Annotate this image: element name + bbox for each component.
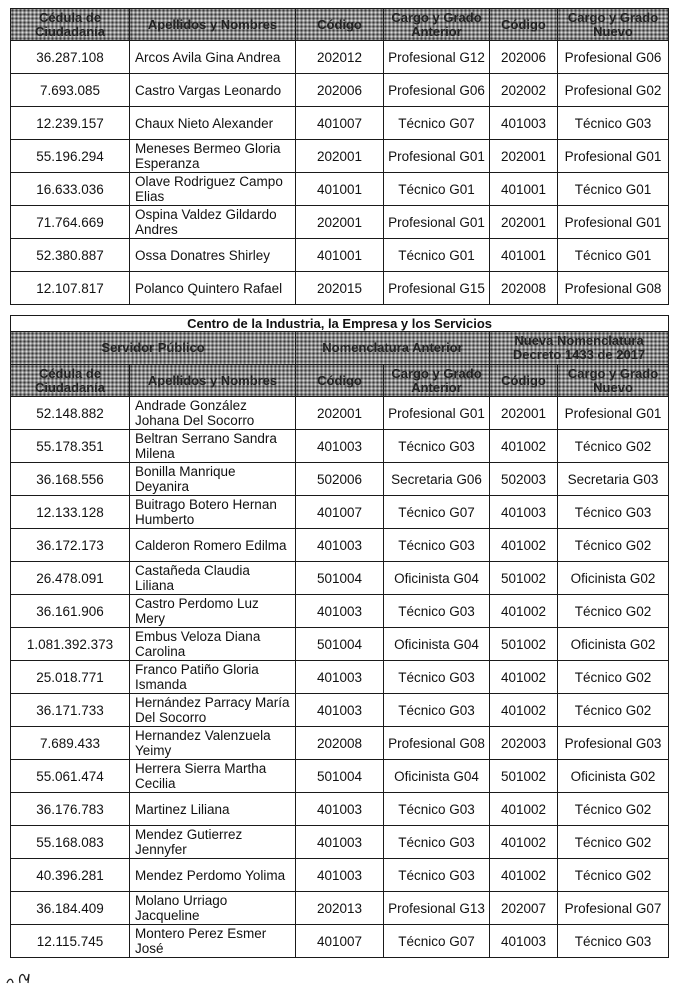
nombre-cell: Martinez Liliana [130,793,296,826]
nombre-cell: Castro Vargas Leonardo [130,74,296,107]
nombre-cell: Molano Urriago Jacqueline [130,892,296,925]
codigo-anterior-cell: 202006 [296,74,384,107]
codigo-anterior-cell: 501004 [296,562,384,595]
codigo-anterior-cell: 202001 [296,140,384,173]
cedula-cell: 25.018.771 [11,661,130,694]
cedula-cell: 26.478.091 [11,562,130,595]
table-row [11,595,669,628]
cargo-anterior-cell: Profesional G06 [384,74,490,107]
codigo-anterior-cell: 501004 [296,628,384,661]
cargo-anterior-cell: Profesional G15 [384,272,490,305]
table-row [11,173,669,206]
cedula-cell: 52.380.887 [11,239,130,272]
codigo-nuevo-cell: 202007 [490,892,558,925]
table-row [11,529,669,562]
group-header-nomenclatura-anterior: Nomenclatura Anterior [296,332,490,365]
cargo-nuevo-cell: Profesional G02 [558,74,669,107]
cedula-cell: 36.161.906 [11,595,130,628]
table-row [11,925,669,958]
codigo-anterior-cell: 202015 [296,272,384,305]
table-row [11,74,669,107]
cargo-anterior-cell: Técnico G03 [384,826,490,859]
cedula-cell: 52.148.882 [11,397,130,430]
table-row [11,793,669,826]
codigo-anterior-cell: 202012 [296,41,384,74]
cedula-cell: 12.115.745 [11,925,130,958]
cargo-anterior-cell: Profesional G01 [384,140,490,173]
nombre-cell: Meneses Bermeo Gloria Esperanza [130,140,296,173]
cargo-anterior-cell: Profesional G13 [384,892,490,925]
codigo-nuevo-cell: 401001 [490,239,558,272]
codigo-anterior-cell: 401007 [296,925,384,958]
header-codigo-anterior: Código [296,9,384,41]
cargo-anterior-cell: Profesional G01 [384,397,490,430]
codigo-anterior-cell: 401003 [296,826,384,859]
cedula-cell: 12.107.817 [11,272,130,305]
cargo-anterior-cell: Oficinista G04 [384,760,490,793]
table-row [11,694,669,727]
nombre-cell: Arcos Avila Gina Andrea [130,41,296,74]
cargo-anterior-cell: Técnico G03 [384,793,490,826]
table-row [11,826,669,859]
cargo-nuevo-cell: Técnico G02 [558,661,669,694]
codigo-nuevo-cell: 401002 [490,826,558,859]
cargo-nuevo-cell: Técnico G02 [558,826,669,859]
cargo-nuevo-cell: Oficinista G02 [558,760,669,793]
codigo-nuevo-cell: 401002 [490,859,558,892]
nombre-cell: Hernandez Valenzuela Yeimy [130,727,296,760]
table-row [11,239,669,272]
nombre-cell: Olave Rodriguez Campo Elias [130,173,296,206]
cargo-anterior-cell: Oficinista G04 [384,628,490,661]
header-cargo-anterior: Cargo y Grado Anterior [384,9,490,41]
codigo-nuevo-cell: 401002 [490,430,558,463]
nombre-cell: Buitrago Botero Hernan Humberto [130,496,296,529]
codigo-nuevo-cell: 401002 [490,661,558,694]
codigo-anterior-cell: 501004 [296,760,384,793]
header-codigo-nuevo: Código [490,365,558,397]
table-row [11,107,669,140]
cargo-anterior-cell: Técnico G03 [384,859,490,892]
cargo-anterior-cell: Profesional G08 [384,727,490,760]
table-row [11,661,669,694]
cargo-nuevo-cell: Profesional G07 [558,892,669,925]
codigo-anterior-cell: 202001 [296,397,384,430]
group-header-row [11,332,669,365]
table-row [11,41,669,74]
nombre-cell: Ospina Valdez Gildardo Andres [130,206,296,239]
codigo-nuevo-cell: 401002 [490,694,558,727]
codigo-nuevo-cell: 502003 [490,463,558,496]
header-nombres: Apellidos y Nombres [130,9,296,41]
table-row [11,206,669,239]
cedula-cell: 36.171.733 [11,694,130,727]
cargo-nuevo-cell: Técnico G02 [558,430,669,463]
codigo-nuevo-cell: 202003 [490,727,558,760]
cargo-nuevo-cell: Profesional G03 [558,727,669,760]
table-row [11,727,669,760]
cedula-cell: 7.689.433 [11,727,130,760]
header-cargo-nuevo: Cargo y Grado Nuevo [558,365,669,397]
codigo-anterior-cell: 202008 [296,727,384,760]
codigo-nuevo-cell: 401003 [490,107,558,140]
employee-table-top [10,8,669,305]
section-title: Centro de la Industria, la Empresa y los Servicios [11,316,669,332]
cargo-nuevo-cell: Técnico G03 [558,107,669,140]
table-row [11,140,669,173]
nombre-cell: Beltran Serrano Sandra Milena [130,430,296,463]
nombre-cell: Embus Veloza Diana Carolina [130,628,296,661]
section-title-row [11,316,669,332]
nombre-cell: Herrera Sierra Martha Cecilia [130,760,296,793]
header-cargo-nuevo: Cargo y Grado Nuevo [558,9,669,41]
cargo-nuevo-cell: Técnico G03 [558,496,669,529]
cargo-nuevo-cell: Profesional G01 [558,206,669,239]
codigo-anterior-cell: 401007 [296,496,384,529]
nombre-cell: Castañeda Claudia Liliana [130,562,296,595]
cargo-anterior-cell: Profesional G01 [384,206,490,239]
header-codigo-anterior: Código [296,365,384,397]
codigo-nuevo-cell: 501002 [490,628,558,661]
cargo-nuevo-cell: Técnico G01 [558,239,669,272]
cargo-anterior-cell: Secretaria G06 [384,463,490,496]
header-codigo-nuevo: Código [490,9,558,41]
codigo-nuevo-cell: 401003 [490,925,558,958]
cedula-cell: 55.178.351 [11,430,130,463]
cedula-cell: 71.764.669 [11,206,130,239]
codigo-anterior-cell: 401003 [296,529,384,562]
cargo-anterior-cell: Profesional G12 [384,41,490,74]
codigo-anterior-cell: 202013 [296,892,384,925]
cargo-anterior-cell: Técnico G01 [384,239,490,272]
codigo-nuevo-cell: 501002 [490,562,558,595]
cargo-anterior-cell: Técnico G01 [384,173,490,206]
header-cedula: Cédula de Ciudadanía [11,365,130,397]
codigo-nuevo-cell: 401003 [490,496,558,529]
group-header-servidor: Servidor Público [11,332,296,365]
codigo-nuevo-cell: 401002 [490,793,558,826]
codigo-anterior-cell: 401007 [296,107,384,140]
nombre-cell: Chaux Nieto Alexander [130,107,296,140]
cedula-cell: 12.133.128 [11,496,130,529]
table-row [11,859,669,892]
employee-table-bottom [10,315,669,958]
cargo-nuevo-cell: Técnico G02 [558,529,669,562]
codigo-nuevo-cell: 501002 [490,760,558,793]
codigo-nuevo-cell: 202001 [490,140,558,173]
codigo-anterior-cell: 401003 [296,430,384,463]
cargo-anterior-cell: Técnico G07 [384,925,490,958]
table-row [11,272,669,305]
cargo-nuevo-cell: Secretaria G03 [558,463,669,496]
nombre-cell: Polanco Quintero Rafael [130,272,296,305]
codigo-nuevo-cell: 202006 [490,41,558,74]
cargo-anterior-cell: Oficinista G04 [384,562,490,595]
table-row [11,628,669,661]
cedula-cell: 36.176.783 [11,793,130,826]
cargo-nuevo-cell: Técnico G02 [558,859,669,892]
cedula-cell: 55.196.294 [11,140,130,173]
cargo-anterior-cell: Técnico G03 [384,430,490,463]
nombre-cell: Calderon Romero Edilma [130,529,296,562]
codigo-anterior-cell: 401001 [296,239,384,272]
codigo-nuevo-cell: 202001 [490,397,558,430]
cargo-nuevo-cell: Técnico G03 [558,925,669,958]
column-header-row [11,365,669,397]
codigo-anterior-cell: 202001 [296,206,384,239]
cedula-cell: 36.287.108 [11,41,130,74]
cargo-nuevo-cell: Técnico G02 [558,595,669,628]
cargo-anterior-cell: Técnico G03 [384,694,490,727]
codigo-anterior-cell: 401003 [296,859,384,892]
cargo-nuevo-cell: Técnico G01 [558,173,669,206]
table-row [11,562,669,595]
table-row [11,430,669,463]
cedula-cell: 1.081.392.373 [11,628,130,661]
cedula-cell: 36.172.173 [11,529,130,562]
cargo-nuevo-cell: Técnico G02 [558,694,669,727]
codigo-anterior-cell: 502006 [296,463,384,496]
cargo-anterior-cell: Técnico G03 [384,661,490,694]
codigo-anterior-cell: 401003 [296,694,384,727]
nombre-cell: Mendez Gutierrez Jennyfer [130,826,296,859]
signature-mark [4,966,44,985]
cedula-cell: 12.239.157 [11,107,130,140]
cargo-anterior-cell: Técnico G03 [384,529,490,562]
nombre-cell: Ossa Donatres Shirley [130,239,296,272]
nombre-cell: Castro Perdomo Luz Mery [130,595,296,628]
table-row [11,760,669,793]
cedula-cell: 7.693.085 [11,74,130,107]
table-row [11,397,669,430]
table-row [11,496,669,529]
cargo-nuevo-cell: Profesional G08 [558,272,669,305]
nombre-cell: Bonilla Manrique Deyanira [130,463,296,496]
nombre-cell: Hernández Parracy María Del Socorro [130,694,296,727]
codigo-nuevo-cell: 401002 [490,529,558,562]
codigo-nuevo-cell: 401002 [490,595,558,628]
codigo-anterior-cell: 401003 [296,793,384,826]
cedula-cell: 36.184.409 [11,892,130,925]
header-nombres: Apellidos y Nombres [130,365,296,397]
cargo-anterior-cell: Técnico G07 [384,496,490,529]
header-cedula: Cédula de Ciudadanía [11,9,130,41]
cedula-cell: 36.168.556 [11,463,130,496]
codigo-nuevo-cell: 202001 [490,206,558,239]
group-header-nueva-nomenclatura: Nueva Nomenclatura Decreto 1433 de 2017 [490,332,669,365]
codigo-anterior-cell: 401001 [296,173,384,206]
header-cargo-anterior: Cargo y Grado Anterior [384,365,490,397]
codigo-nuevo-cell: 202008 [490,272,558,305]
cargo-anterior-cell: Técnico G03 [384,595,490,628]
cargo-nuevo-cell: Oficinista G02 [558,628,669,661]
cargo-nuevo-cell: Profesional G06 [558,41,669,74]
nombre-cell: Andrade González Johana Del Socorro [130,397,296,430]
cedula-cell: 16.633.036 [11,173,130,206]
nombre-cell: Franco Patiño Gloria Ismanda [130,661,296,694]
cedula-cell: 40.396.281 [11,859,130,892]
cargo-nuevo-cell: Oficinista G02 [558,562,669,595]
codigo-nuevo-cell: 202002 [490,74,558,107]
cargo-nuevo-cell: Profesional G01 [558,397,669,430]
cargo-nuevo-cell: Técnico G02 [558,793,669,826]
nombre-cell: Mendez Perdomo Yolima [130,859,296,892]
column-header-row [11,9,669,41]
cargo-nuevo-cell: Profesional G01 [558,140,669,173]
codigo-nuevo-cell: 401001 [490,173,558,206]
cargo-anterior-cell: Técnico G07 [384,107,490,140]
table-row [11,463,669,496]
nombre-cell: Montero Perez Esmer José [130,925,296,958]
table-row [11,892,669,925]
codigo-anterior-cell: 401003 [296,595,384,628]
cedula-cell: 55.061.474 [11,760,130,793]
codigo-anterior-cell: 401003 [296,661,384,694]
cedula-cell: 55.168.083 [11,826,130,859]
